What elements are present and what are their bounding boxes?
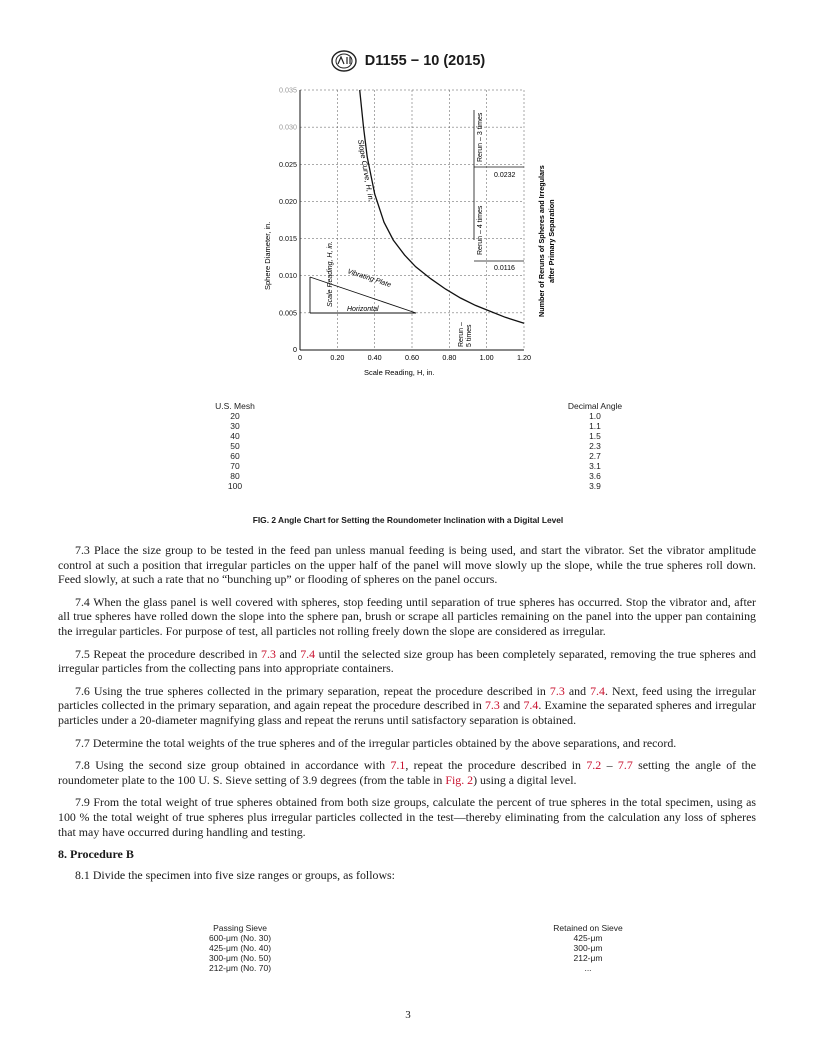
sieve-table-cell: ...	[584, 963, 592, 973]
mesh-table-cell: 100	[227, 481, 243, 491]
link-7-4[interactable]: 7.4	[300, 646, 316, 661]
sieve-table	[190, 923, 638, 973]
mesh-table-cell: 2.3	[589, 441, 601, 451]
document-designation: D1155 − 10 (2015)	[364, 53, 486, 69]
x-tick-label: 0.20	[330, 353, 345, 362]
y-tick-label: 0.005	[279, 308, 297, 318]
rerun-4-label: Rerun – 4 times	[477, 205, 484, 255]
mesh-table-cell: 20	[230, 411, 240, 421]
mesh-table-cell: 80	[230, 471, 240, 481]
sieve-table-cell: 600-μm (No. 30)	[208, 933, 272, 943]
slope-curve-line	[360, 90, 524, 323]
link-7-2[interactable]: 7.2	[586, 758, 602, 773]
mesh-table-cell: 40	[230, 431, 240, 441]
y-tick-label: 0.035	[279, 85, 297, 95]
paragraph-7-7: 7.7 Determine the total weights of the true spheres and of the irregular particles obtained by the above separations, and record.	[75, 735, 677, 750]
slope-curve-label: Slope Curve, H, in.	[356, 138, 376, 203]
section-heading-8: 8. Procedure B	[58, 847, 134, 862]
y-tick-label: 0	[293, 345, 297, 354]
mesh-table-cell: 1.1	[589, 421, 601, 431]
retained-sieve-header: Retained on Sieve	[553, 923, 623, 933]
x-tick-label: 0.40	[367, 353, 382, 362]
mesh-table-cell: 1.0	[589, 411, 601, 421]
y-tick-label: 0.025	[279, 159, 297, 169]
rerun-5-label-b: 5 times	[466, 324, 473, 347]
x-tick-label: 0.60	[405, 353, 419, 362]
mesh-table-row	[200, 441, 630, 451]
figure-caption: FIG. 2 Angle Chart for Setting the Roundometer Inclination with a Digital Level	[252, 515, 564, 525]
astm-logo-icon	[331, 50, 357, 72]
page-header	[0, 50, 816, 72]
right-label-2: after Primary Separation	[547, 199, 556, 283]
sieve-table-cell: 212-μm	[573, 953, 603, 963]
sieve-table-cell: 300-μm	[573, 943, 603, 953]
link-7-4[interactable]: 7.4	[590, 683, 605, 698]
body-text	[58, 543, 756, 890]
mesh-table-row	[200, 471, 630, 481]
sieve-table-cell: 300-μm (No. 50)	[208, 953, 272, 963]
rerun-5-label-a: Rerun –	[458, 322, 465, 347]
link-7-4[interactable]: 7.4	[523, 698, 539, 713]
mesh-table-row	[200, 421, 630, 431]
mesh-table-cell: 2.7	[589, 451, 601, 461]
mesh-table-row	[200, 461, 630, 471]
mesh-table-row	[200, 451, 630, 461]
mesh-table-row	[200, 431, 630, 441]
x-tick-label: 1.20	[517, 353, 531, 362]
right-label-1: Number of Reruns of Spheres and Irregulars	[537, 165, 546, 317]
paragraph-7-9: 7.9 From the total weight of true spheres obtained from both size groups, calculate the percent of true spheres in the total specimen, using as 100 % the total weight of true spheres plus irregular particles collected in the test—thereby eliminating from the calculation any loss of spheres that may have occurred during handling and testing.	[58, 795, 756, 839]
page-number: 3	[405, 1009, 411, 1021]
x-axis-label: Scale Reading, H, in.	[364, 368, 435, 377]
mesh-table-row	[200, 481, 630, 491]
paragraph-7-8: 7.8 Using the second size group obtained in accordance with 7.1, repeat the procedure described in 7.2 – 7.7 setting the angle of the roundometer plate to the 100 U. S. Sieve setting of 3.9 degrees (from the table in Fig. 2) using a digital level.	[58, 758, 756, 787]
link-7-1[interactable]: 7.1	[390, 758, 406, 773]
sieve-table-row	[190, 963, 638, 973]
x-tick-label: 0.80	[442, 353, 457, 362]
sieve-table-cell: 425-μm	[573, 933, 603, 943]
paragraph-7-6: 7.6 Using the true spheres collected in the primary separation, repeat the procedure described in 7.3 and 7.4. Next, feed using the irregular particles collected in the primary separation, and again repeat the procedure described in 7.3 and 7.4. Examine the separated spheres and irregular particles under a 20-diameter magnifying glass and repeat the reruns until satisfactory separation is obtained.	[58, 683, 757, 727]
x-tick-label: 1.00	[479, 353, 494, 362]
y-tick-label: 0.020	[279, 196, 297, 206]
horizontal-label: Horizontal	[347, 306, 379, 313]
mesh-header: U.S. Mesh	[215, 401, 255, 411]
link-7-3[interactable]: 7.3	[484, 698, 500, 713]
mesh-table-cell: 70	[230, 461, 240, 471]
paragraph-7-4: 7.4 When the glass panel is well covered with spheres, stop feeding until separation of true spheres has occurred. Stop the vibrator and, after all true spheres have rolled down the slope into the sphere pan, brush or scrape all particles remaining on the panel into the upper pan containing the irregular particles. For purpose of test, all particles not rolling freely down the slope are considered as irregular.	[58, 594, 756, 638]
mesh-table-cell: 30	[230, 421, 240, 431]
mesh-table-cell: 3.6	[589, 471, 601, 481]
y-tick-label: 0.030	[279, 122, 297, 132]
link-fig-2[interactable]: Fig. 2	[445, 772, 474, 787]
value-0.0116: 0.0116	[494, 265, 515, 272]
link-7-3[interactable]: 7.3	[261, 646, 276, 661]
sieve-table-cell: 425-μm (No. 40)	[208, 943, 272, 953]
mesh-table-row	[200, 411, 630, 421]
y-axis-label: Sphere Diameter, in.	[263, 221, 272, 290]
sieve-table-row	[190, 933, 638, 943]
mesh-table-cell: 3.9	[589, 481, 601, 491]
paragraph-7-5: 7.5 Repeat the procedure described in 7.3 and 7.4 until the selected size group has been completely separated, removing the true spheres and irregular particles from the collecting pans into appropriate containers.	[58, 646, 756, 676]
sieve-table-row	[190, 953, 638, 963]
link-7-3[interactable]: 7.3	[549, 683, 565, 698]
angle-header: Decimal Angle	[567, 401, 623, 411]
mesh-table-cell: 50	[230, 441, 240, 451]
mesh-table-cell: 1.5	[589, 431, 601, 441]
vibrating-plate-label: Vibrating Plate	[346, 268, 392, 289]
mesh-table-cell: 3.1	[589, 461, 601, 471]
sieve-table-cell: 212-μm (No. 70)	[208, 963, 272, 973]
link-7-7[interactable]: 7.7	[617, 758, 633, 773]
paragraph-7-3: 7.3 Place the size group to be tested in the feed pan unless manual feeding is being used, and start the vibrator. Set the vibrator amplitude control at such a position that irregular particles on the upper half of the panel will move slowly up the slope, while the true spheres roll down. Feed slowly, at such a rate that no “bunching up” or flooding of spheres on the panel occurs.	[58, 543, 756, 587]
paragraph-8-1: 8.1 Divide the specimen into five size ranges or groups, as follows:	[75, 867, 395, 882]
angle-chart	[262, 85, 562, 385]
y-tick-label: 0.015	[279, 234, 297, 244]
rerun-3-label: Rerun – 3 times	[477, 112, 484, 162]
value-0.0232: 0.0232	[494, 172, 516, 179]
y-tick-label: 0.010	[279, 271, 297, 281]
passing-sieve-header: Passing Sieve	[213, 923, 267, 933]
mesh-table-cell: 60	[230, 451, 240, 461]
scale-reading-label: Scale Reading, H, in.	[327, 241, 334, 307]
sieve-table-row	[190, 943, 638, 953]
mesh-angle-table	[200, 401, 630, 491]
x-tick-label: 0	[298, 353, 302, 362]
